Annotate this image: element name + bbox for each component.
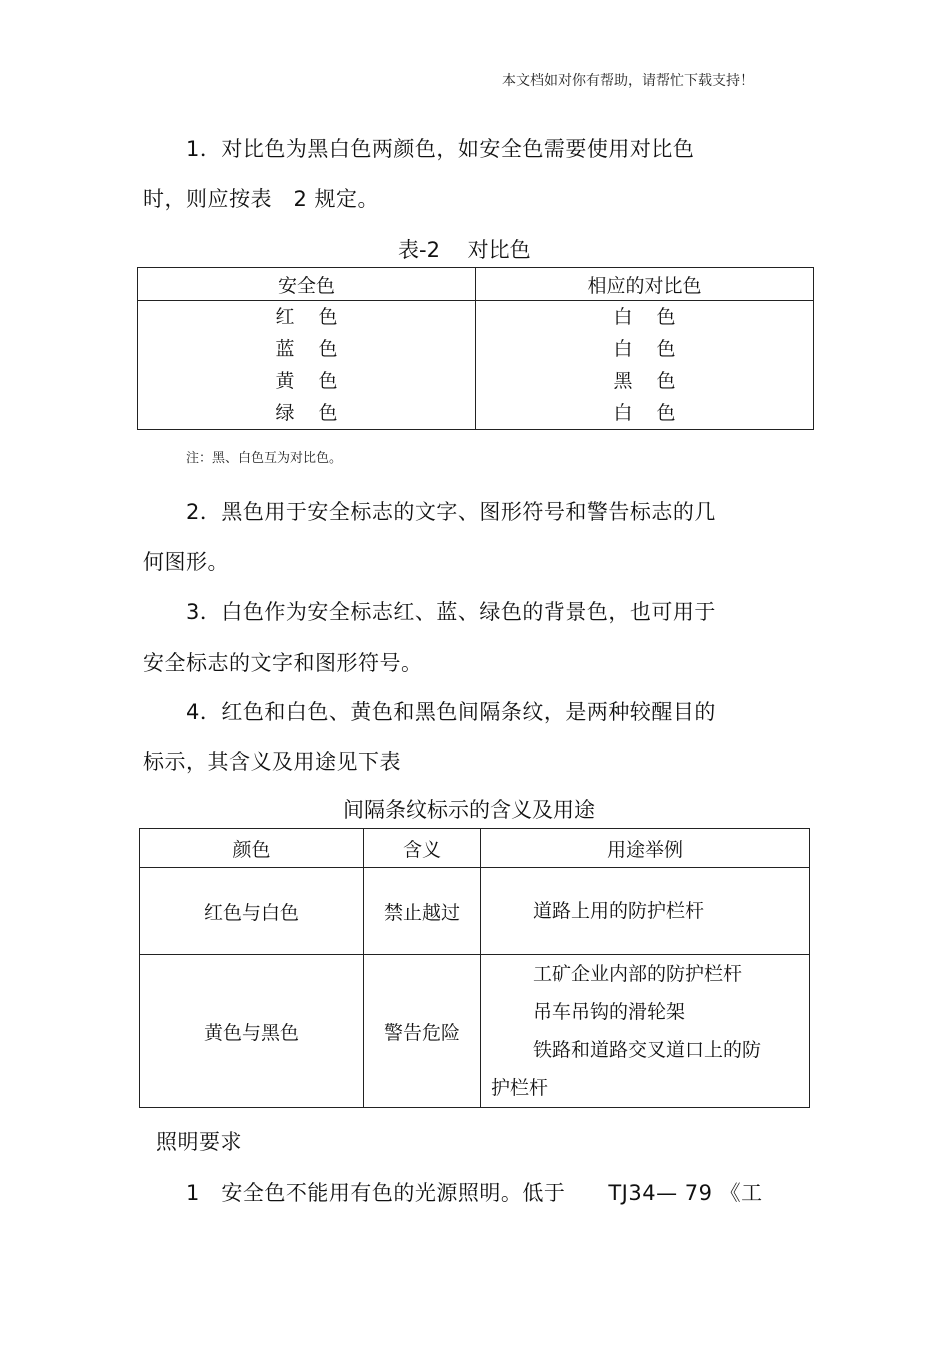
- stripe-meaning-table: [139, 828, 810, 1108]
- paragraph-1-line-1: 1．对比色为黑白色两颜色，如安全色需要使用对比色: [186, 137, 695, 161]
- table-1-contrast-color-column: [476, 301, 814, 430]
- contrast-color-table: [137, 267, 814, 430]
- paragraph-3-line-2: 安全标志的文字和图形符号。: [143, 651, 423, 675]
- table-cell: 红色与白色: [140, 868, 364, 955]
- table-cell: 黑色: [613, 370, 700, 392]
- use-item: 工矿企业内部的防护栏杆: [533, 963, 743, 985]
- table-1-safety-color-column: [138, 301, 476, 430]
- use-item: 道路上用的防护栏杆: [533, 900, 705, 922]
- table-1-note: 注：黑、白色互为对比色。: [186, 451, 343, 466]
- table-row: [140, 868, 810, 955]
- table-1-header-contrast-color: 相应的对比色: [476, 268, 814, 301]
- paragraph-1-line-2: 时，则应按表 2 规定。: [143, 187, 380, 211]
- table-2-header-uses: 用途举例: [481, 829, 810, 868]
- table-cell: 蓝色: [275, 338, 362, 360]
- table-cell: 白色: [613, 338, 700, 360]
- lighting-line-1: 1 安全色不能用有色的光源照明。低于 TJ34— 79 《工: [186, 1181, 763, 1205]
- use-item: 护栏杆: [491, 1077, 549, 1099]
- header-note: 本文档如对你有帮助，请帮忙下载支持！: [502, 73, 754, 89]
- table-cell: [481, 955, 810, 1108]
- use-item: 吊车吊钩的滑轮架: [533, 1001, 686, 1023]
- use-item: 铁路和道路交叉道口上的防: [533, 1039, 762, 1061]
- paragraph-3-line-1: 3．白色作为安全标志红、蓝、绿色的背景色，也可用于: [186, 600, 716, 624]
- table-cell: 禁止越过: [364, 868, 481, 955]
- paragraph-4-line-2: 标示，其含义及用途见下表: [143, 750, 401, 774]
- table-cell: 红色: [275, 306, 362, 328]
- paragraph-4-line-1: 4．红色和白色、黄色和黑色间隔条纹，是两种较醒目的: [186, 700, 716, 724]
- table-cell: 黄色: [275, 370, 362, 392]
- table-cell: 白色: [613, 402, 700, 424]
- table-cell: 黄色与黑色: [140, 955, 364, 1108]
- paragraph-2-line-1: 2．黑色用于安全标志的文字、图形符号和警告标志的几: [186, 500, 716, 524]
- table-cell: 白色: [613, 306, 700, 328]
- table-row: [140, 955, 810, 1108]
- table-2-header-meaning: 含义: [364, 829, 481, 868]
- table-cell: 警告危险: [364, 955, 481, 1108]
- lighting-heading: 照明要求: [156, 1130, 242, 1154]
- table-1-header-safety-color: 安全色: [138, 268, 476, 301]
- table-2-header-color: 颜色: [140, 829, 364, 868]
- table-2-caption: 间隔条纹标示的含义及用途: [343, 798, 595, 822]
- paragraph-2-line-2: 何图形。: [143, 550, 229, 574]
- table-1-caption: 表-2 对比色: [398, 238, 531, 262]
- table-cell: [481, 868, 810, 955]
- table-cell: 绿色: [275, 402, 362, 424]
